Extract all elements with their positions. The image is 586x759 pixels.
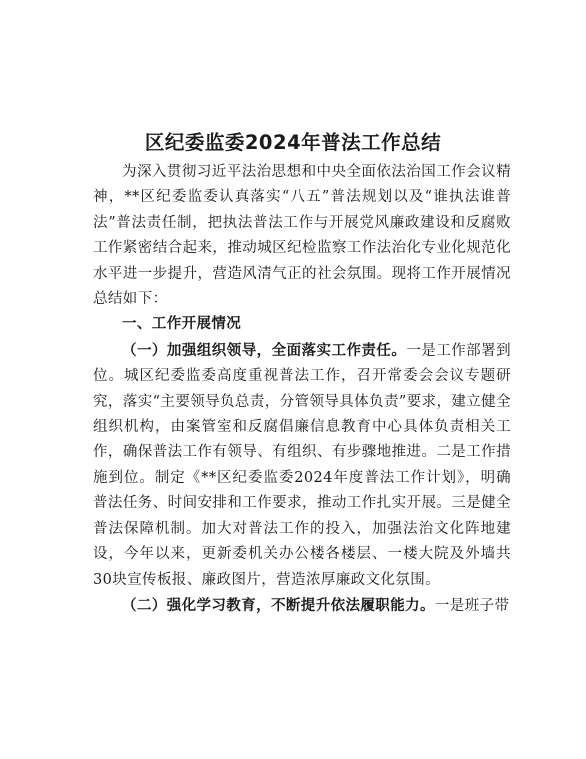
document-title: 区纪委监委2024年普法工作总结 <box>144 131 442 154</box>
subsection-1-heading: （一）加强组织领导，全面落实工作责任。 <box>122 341 407 359</box>
section-heading <box>93 312 511 337</box>
intro-paragraph: 为深入贯彻习近平法治思想和中央全面依法治国工作会议精神，**区纪委监委认真落实“八五”普法规划以及“谁执法谁普法”普法责任制，把执法普法工作与开展党风廉政建设和反腐败工作紧密结合起来，推动城区纪检监察工作法治化专业化规范化水平进一步提升，营造风清气正的社会氛围。现将工作开展情况总结如下： <box>93 164 511 308</box>
subsection-2-body: 一是班子带 <box>434 597 510 614</box>
section-1-heading: 一、工作开展情况 <box>122 316 242 333</box>
subsection-2-heading: （二）强化学习教育，不断提升依法履职能力。 <box>122 596 435 614</box>
document-body <box>93 160 511 619</box>
subsection-1-paragraph <box>93 338 511 593</box>
subsection-1-body: 一是工作部署到位。城区纪委监委高度重视普法工作，召开常委会会议专题研究，落实“主要领导负总责，分管领导具体负责”要求，建立健全组织机构，由案管室和反腐倡廉信息教育中心具体负责相关工作，确保普法工作有领导、有组织、有步骤地推进。二是工作措施到位。制定《**区纪委监委2024年度普法工作计划》，明确普法任务、时间安排和工作要求，推动工作扎实开展。三是健全普法保障机制。加大对普法工作的投入，加强法治文化阵地建设，今年以来，更新委机关办公楼各楼层、一楼大院及外墙共30块宣传板报、廉政图片，营造浓厚廉政文化氛围。 <box>93 342 511 588</box>
subsection-2-paragraph <box>93 593 511 619</box>
